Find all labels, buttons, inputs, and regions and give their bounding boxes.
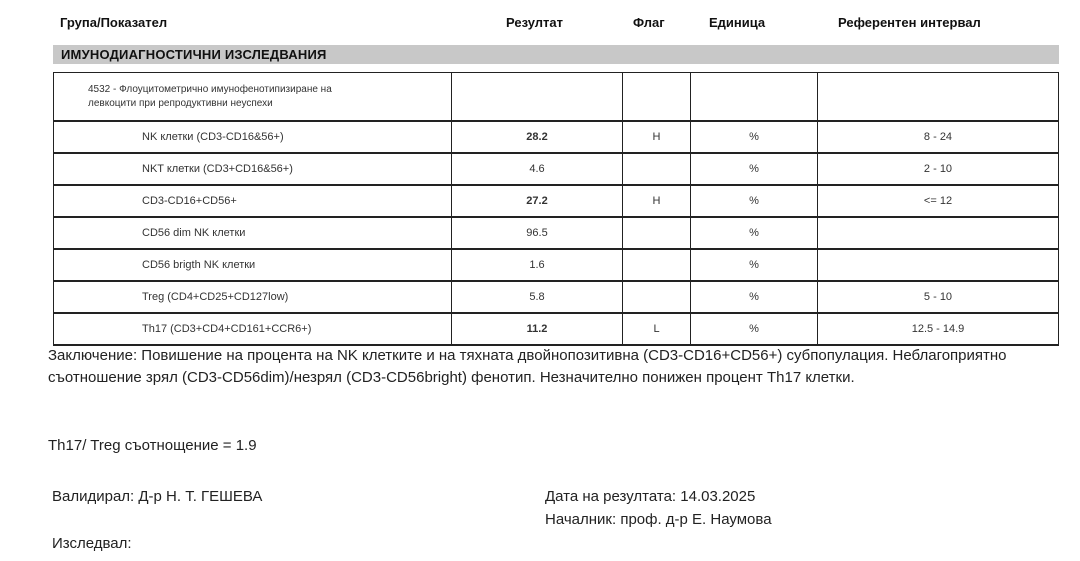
parameter-unit: % bbox=[691, 185, 818, 217]
test-name-line-1: 4532 - Флоуцитометрично имунофенотипизиране на bbox=[88, 83, 332, 95]
examined-by: Изследвал: bbox=[52, 535, 132, 552]
table-row bbox=[54, 313, 1059, 345]
parameter-name: CD56 brigth NK клетки bbox=[142, 259, 256, 271]
conclusion-text: Заключение: Повишение на процента на NK клетките и на тяхната двойнопозитивна (CD3-CD16+CD56+) субпопулация. Неблагоприятно съотношение зрял (CD3-CD56dim)/незрял (CD3-CD56bright) фенотип. Незначително понижен процент Th17 клетки. bbox=[48, 347, 1007, 386]
parameter-unit: % bbox=[691, 217, 818, 249]
parameter-reference: 2 - 10 bbox=[818, 153, 1059, 185]
parameter-reference bbox=[818, 217, 1059, 249]
results-table bbox=[53, 72, 1059, 346]
parameter-reference bbox=[818, 249, 1059, 281]
parameter-flag bbox=[623, 249, 691, 281]
parameter-result: 28.2 bbox=[452, 121, 623, 153]
parameter-name: CD3-CD16+CD56+ bbox=[142, 195, 237, 207]
test-header-row bbox=[54, 73, 1059, 122]
parameter-result: 27.2 bbox=[452, 185, 623, 217]
table-row bbox=[54, 153, 1059, 185]
parameter-unit: % bbox=[691, 281, 818, 313]
parameter-unit: % bbox=[691, 249, 818, 281]
parameter-unit: % bbox=[691, 313, 818, 345]
parameter-name: NKT клетки (CD3+CD16&56+) bbox=[142, 163, 293, 175]
parameter-reference: 8 - 24 bbox=[818, 121, 1059, 153]
result-date: Дата на резултата: 14.03.2025 bbox=[545, 488, 756, 505]
parameter-reference: 12.5 - 14.9 bbox=[818, 313, 1059, 345]
parameter-reference: 5 - 10 bbox=[818, 281, 1059, 313]
ratio-text: Th17/ Treg съотнощение = 1.9 bbox=[48, 437, 257, 454]
parameter-flag: H bbox=[623, 121, 691, 153]
parameter-unit: % bbox=[691, 153, 818, 185]
parameter-flag bbox=[623, 153, 691, 185]
parameter-flag: L bbox=[623, 313, 691, 345]
test-name-cell bbox=[54, 73, 452, 122]
parameter-name: Treg (CD4+CD25+CD127low) bbox=[142, 291, 289, 303]
chief-name: Началник: проф. д-р Е. Наумова bbox=[545, 511, 772, 528]
table-row bbox=[54, 121, 1059, 153]
parameter-result: 11.2 bbox=[452, 313, 623, 345]
parameter-flag bbox=[623, 217, 691, 249]
column-header-flag: Флаг bbox=[633, 15, 665, 30]
parameter-unit: % bbox=[691, 121, 818, 153]
column-header-group: Група/Показател bbox=[60, 15, 168, 30]
column-header-result: Резултат bbox=[506, 15, 563, 30]
column-header-unit: Единица bbox=[709, 15, 766, 30]
parameter-flag bbox=[623, 281, 691, 313]
parameter-result: 96.5 bbox=[452, 217, 623, 249]
table-row bbox=[54, 217, 1059, 249]
test-name-line-2: левкоцити при репродуктивни неуспехи bbox=[88, 97, 273, 109]
parameter-flag: H bbox=[623, 185, 691, 217]
section-title: ИМУНОДИАГНОСТИЧНИ ИЗСЛЕДВАНИЯ bbox=[53, 45, 1059, 64]
validated-by: Валидирал: Д-р Н. Т. ГЕШЕВА bbox=[52, 488, 263, 505]
column-header-reference: Референтен интервал bbox=[838, 15, 981, 30]
parameter-result: 5.8 bbox=[452, 281, 623, 313]
parameter-reference: <= 12 bbox=[818, 185, 1059, 217]
parameter-name: NK клетки (CD3-CD16&56+) bbox=[142, 131, 284, 143]
parameter-name: CD56 dim NK клетки bbox=[142, 227, 246, 239]
parameter-name: Th17 (CD3+CD4+CD161+CCR6+) bbox=[142, 323, 312, 335]
table-row bbox=[54, 249, 1059, 281]
table-row bbox=[54, 281, 1059, 313]
parameter-result: 4.6 bbox=[452, 153, 623, 185]
table-row bbox=[54, 185, 1059, 217]
parameter-result: 1.6 bbox=[452, 249, 623, 281]
